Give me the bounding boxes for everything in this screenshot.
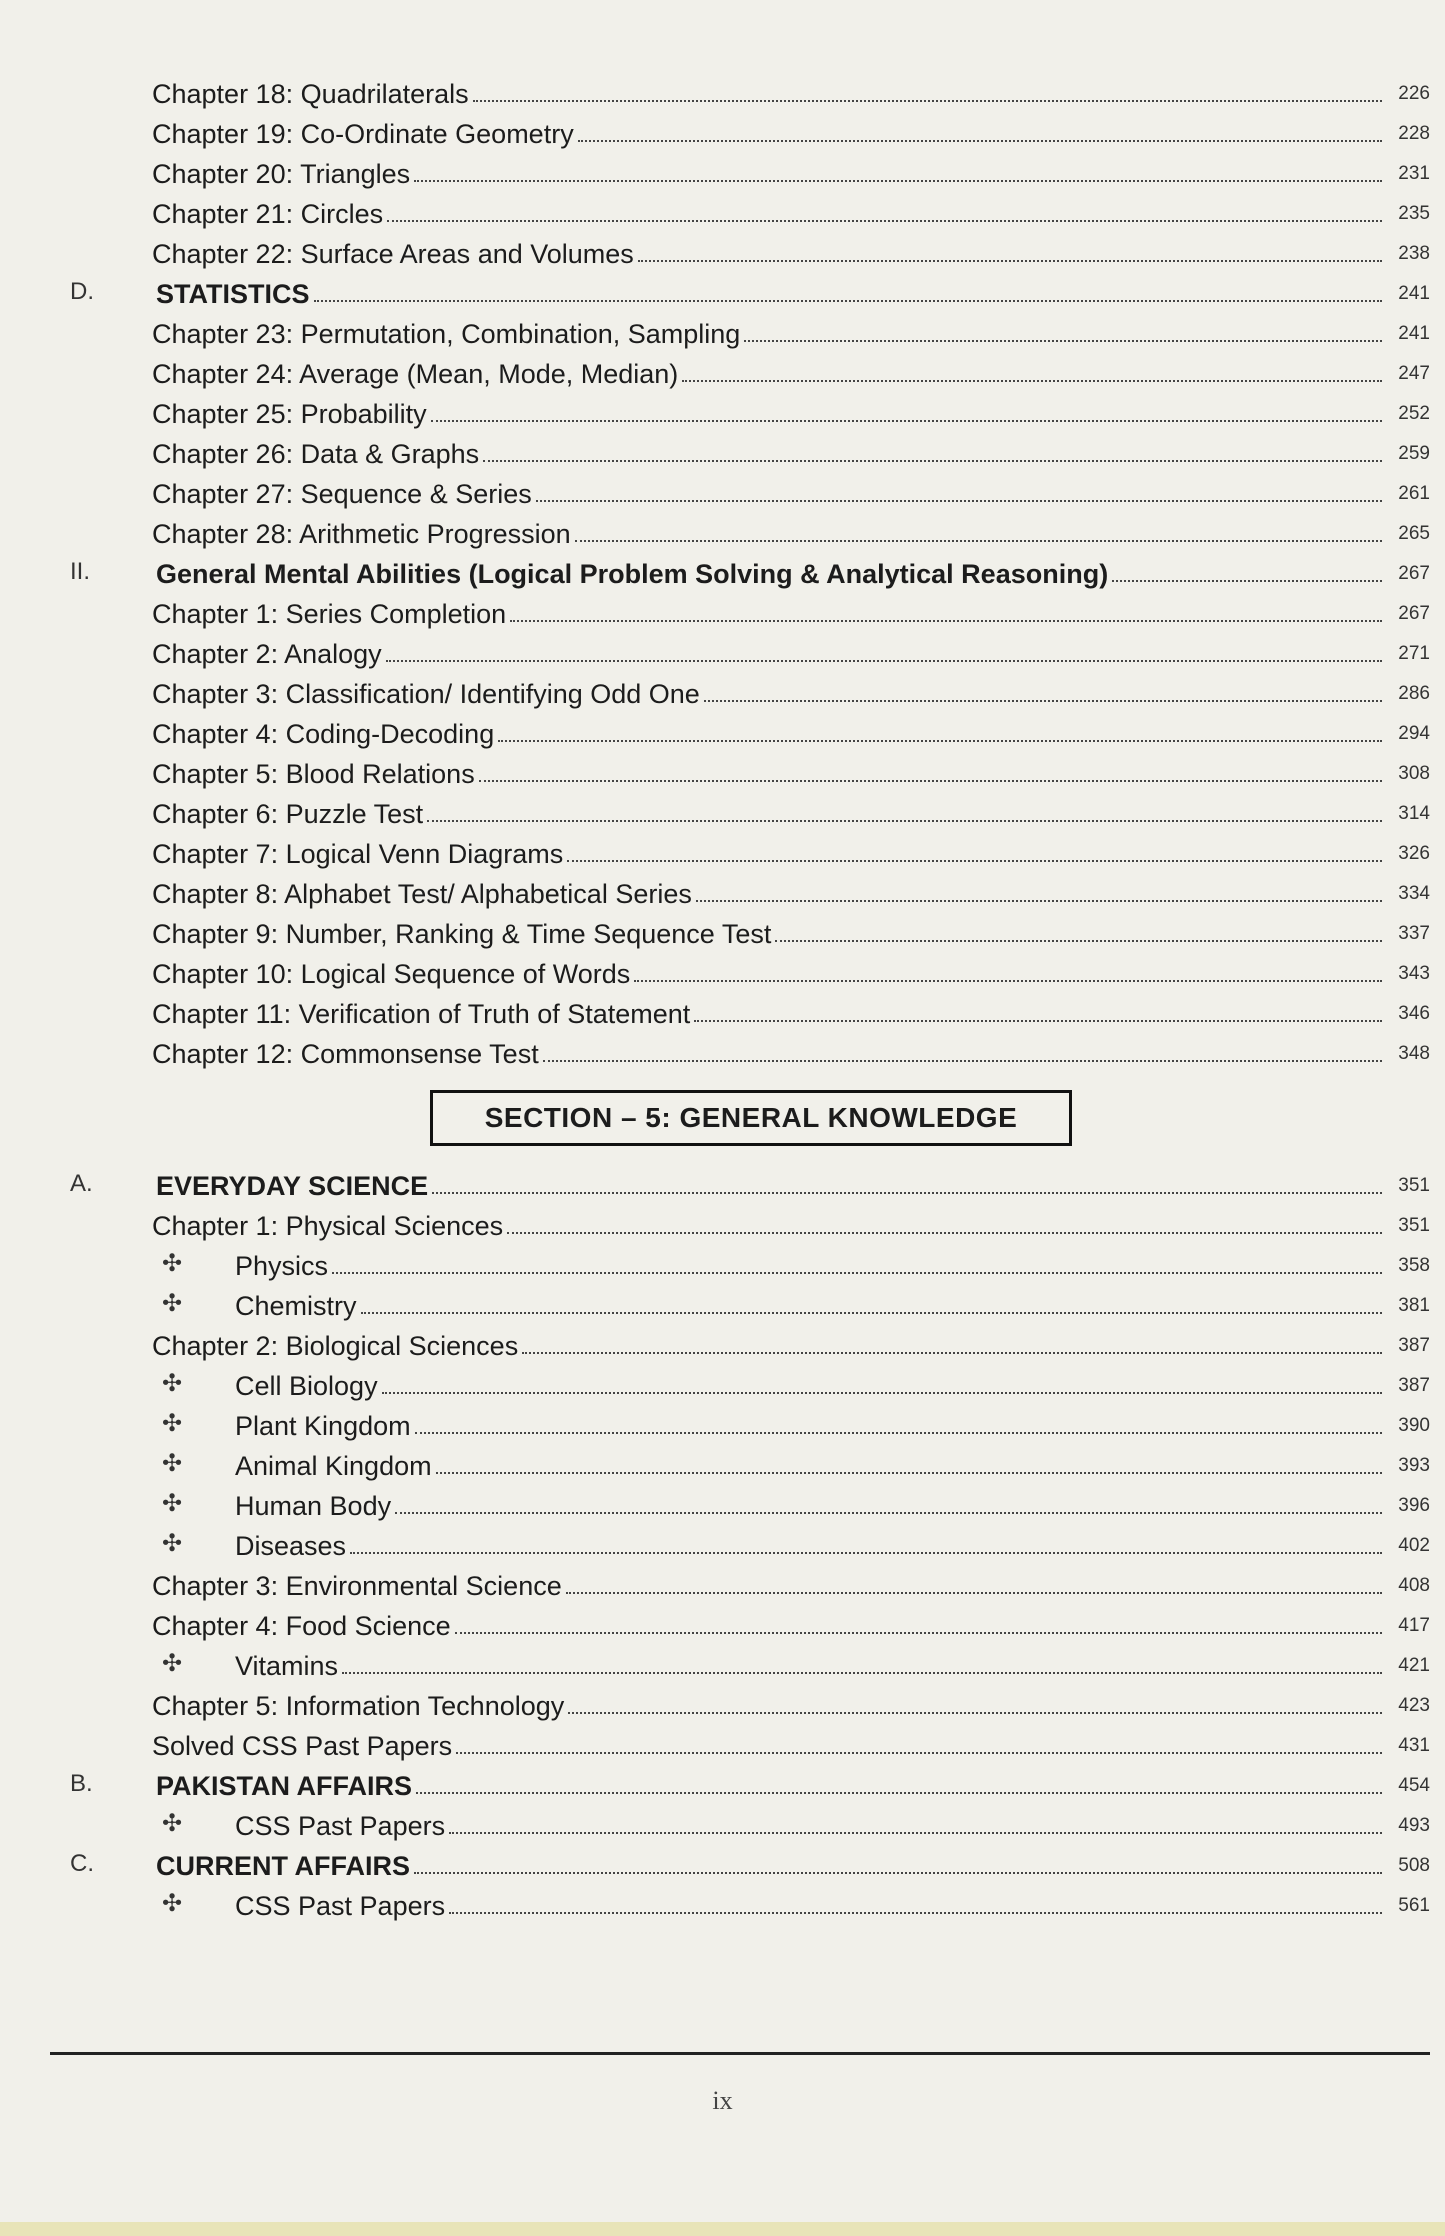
- toc-chapter-row: [70, 1602, 1430, 1642]
- toc-entry-title: CSS Past Papers: [235, 1811, 446, 1841]
- toc-heading-marker: II.: [70, 558, 91, 585]
- page-edge-strip: [0, 2222, 1445, 2236]
- toc-chapter-row: [70, 910, 1430, 950]
- toc-entry-title: Chapter 21: Circles: [152, 199, 384, 229]
- toc-chapter-row: [70, 1682, 1430, 1722]
- toc-page-number: 334: [1398, 883, 1430, 904]
- toc-heading-row: [70, 270, 1430, 310]
- toc-entry-title: Human Body: [235, 1491, 392, 1521]
- bullet-icon: ✣: [162, 1810, 183, 1837]
- dot-leader: [386, 660, 1382, 662]
- dot-leader: [775, 940, 1382, 942]
- toc-page-number: 351: [1398, 1215, 1430, 1236]
- toc-chapter-row: [70, 350, 1430, 390]
- bullet-icon: ✣: [162, 1450, 183, 1477]
- toc-page-number: 267: [1398, 563, 1430, 584]
- toc-entry-title: STATISTICS: [156, 279, 310, 309]
- toc-page-number: 265: [1398, 523, 1430, 544]
- toc-page-number: 326: [1398, 843, 1430, 864]
- toc-chapter-row: [70, 950, 1430, 990]
- page-folio: ix: [712, 2086, 733, 2115]
- toc-chapter-row: [70, 390, 1430, 430]
- toc-heading-marker: B.: [70, 1770, 93, 1797]
- dot-leader: [361, 1312, 1382, 1314]
- bullet-icon: ✣: [162, 1250, 183, 1277]
- dot-leader: [479, 780, 1382, 782]
- toc-heading-row: [70, 1842, 1430, 1882]
- toc-chapter-row: [70, 1322, 1430, 1362]
- toc-subtopic-row: [70, 1802, 1430, 1842]
- toc-page-number: 252: [1398, 403, 1430, 424]
- toc-entry-title: Chapter 12: Commonsense Test: [152, 1039, 539, 1069]
- toc-page-number: 348: [1398, 1043, 1430, 1064]
- toc-chapter-row: [70, 70, 1430, 110]
- dot-leader: [638, 260, 1382, 262]
- dot-leader: [575, 540, 1382, 542]
- bullet-icon: ✣: [162, 1890, 183, 1917]
- toc-subtopic-row: [70, 1522, 1430, 1562]
- toc-subtopic-row: [70, 1362, 1430, 1402]
- dot-leader: [694, 1020, 1382, 1022]
- toc-heading-marker: D.: [70, 278, 94, 305]
- toc-chapter-row: [70, 870, 1430, 910]
- toc-page-number: 421: [1398, 1655, 1430, 1676]
- toc-page-number: 267: [1398, 603, 1430, 624]
- toc-chapter-row: [70, 590, 1430, 630]
- dot-leader: [342, 1672, 1382, 1674]
- toc-page-number: 393: [1398, 1455, 1430, 1476]
- toc-page-number: 343: [1398, 963, 1430, 984]
- toc-page-number: 294: [1398, 723, 1430, 744]
- dot-leader: [456, 1752, 1382, 1754]
- toc-chapter-row: [70, 230, 1430, 270]
- toc-page-number: 402: [1398, 1535, 1430, 1556]
- dot-leader: [483, 460, 1382, 462]
- toc-chapter-row: [70, 750, 1430, 790]
- toc-heading-marker: A.: [70, 1170, 93, 1197]
- toc-entry-title: Diseases: [235, 1531, 347, 1561]
- toc-entry-title: Physics: [235, 1251, 329, 1281]
- toc-page-number: 454: [1398, 1775, 1430, 1796]
- toc-page-number: 387: [1398, 1375, 1430, 1396]
- dot-leader: [431, 420, 1382, 422]
- toc-page-number: 241: [1398, 283, 1430, 304]
- dot-leader: [507, 1232, 1382, 1234]
- toc-chapter-row: [70, 310, 1430, 350]
- dot-leader: [498, 740, 1382, 742]
- dot-leader: [682, 380, 1382, 382]
- bullet-icon: ✣: [162, 1410, 183, 1437]
- toc-chapter-row: [70, 1030, 1430, 1070]
- dot-leader: [455, 1632, 1382, 1634]
- dot-leader: [704, 700, 1382, 702]
- toc-chapter-row: [70, 790, 1430, 830]
- toc-chapter-row: [70, 990, 1430, 1030]
- toc-heading-row: [70, 1762, 1430, 1802]
- toc-page-number: 351: [1398, 1175, 1430, 1196]
- toc-chapter-row: [70, 110, 1430, 150]
- toc-subtopic-row: [70, 1242, 1430, 1282]
- toc-page-number: 226: [1398, 83, 1430, 104]
- dot-leader: [449, 1912, 1382, 1914]
- toc-page-number: 508: [1398, 1855, 1430, 1876]
- toc-page-number: 337: [1398, 923, 1430, 944]
- toc-entry-title: Chapter 6: Puzzle Test: [152, 799, 424, 829]
- toc-chapter-row: [70, 630, 1430, 670]
- toc-page-number: 231: [1398, 163, 1430, 184]
- toc-chapter-row: [70, 470, 1430, 510]
- toc-entry-title: Cell Biology: [235, 1371, 378, 1401]
- dot-leader: [427, 820, 1382, 822]
- toc-chapter-row: [70, 510, 1430, 550]
- dot-leader: [414, 1872, 1382, 1874]
- toc-subtopic-row: [70, 1882, 1430, 1922]
- toc-entry-title: Chapter 23: Permutation, Combination, Sampling: [152, 319, 741, 349]
- toc-page-number: 314: [1398, 803, 1430, 824]
- toc-entry-title: Solved CSS Past Papers: [152, 1731, 453, 1761]
- dot-leader: [578, 140, 1382, 142]
- dot-leader: [543, 1060, 1382, 1062]
- toc-entry-title: Chapter 3: Classification/ Identifying Odd One: [152, 679, 700, 709]
- toc-page-number: 493: [1398, 1815, 1430, 1836]
- toc-chapter-row: [70, 830, 1430, 870]
- toc-page-number: 381: [1398, 1295, 1430, 1316]
- toc-entry-title: Chapter 22: Surface Areas and Volumes: [152, 239, 634, 269]
- toc-entry-title: General Mental Abilities (Logical Problem Solving & Analytical Reasoning): [156, 559, 1109, 589]
- toc-chapter-row: [70, 150, 1430, 190]
- toc-page-number: 308: [1398, 763, 1430, 784]
- dot-leader: [634, 980, 1382, 982]
- dot-leader: [449, 1832, 1382, 1834]
- toc-subtopic-row: [70, 1282, 1430, 1322]
- toc-page-number: 431: [1398, 1735, 1430, 1756]
- toc-page-number: 271: [1398, 643, 1430, 664]
- toc-entry-title: Chapter 3: Environmental Science: [152, 1571, 562, 1601]
- dot-leader: [744, 340, 1382, 342]
- dot-leader: [332, 1272, 1382, 1274]
- toc-page-number: 247: [1398, 363, 1430, 384]
- toc-heading-row: [70, 1162, 1430, 1202]
- toc-entry-title: Chapter 25: Probability: [152, 399, 427, 429]
- toc-page-number: 358: [1398, 1255, 1430, 1276]
- dot-leader: [473, 100, 1382, 102]
- toc-entry-title: Chapter 8: Alphabet Test/ Alphabetical Series: [152, 879, 692, 909]
- dot-leader: [314, 300, 1383, 302]
- toc-list-mathematics-and-mental-abilities: [70, 70, 1430, 1070]
- toc-heading-marker: C.: [70, 1850, 94, 1877]
- toc-entry-title: Chapter 11: Verification of Truth of Statement: [152, 999, 691, 1029]
- toc-page-number: 408: [1398, 1575, 1430, 1596]
- toc-page-number: 396: [1398, 1495, 1430, 1516]
- toc-entry-title: Chapter 4: Food Science: [152, 1611, 451, 1641]
- toc-entry-title: Chapter 9: Number, Ranking & Time Sequence Test: [152, 919, 772, 949]
- section-heading-general-knowledge: SECTION – 5: GENERAL KNOWLEDGE: [430, 1090, 1072, 1146]
- toc-entry-title: Chemistry: [235, 1291, 357, 1321]
- dot-leader: [522, 1352, 1382, 1354]
- dot-leader: [510, 620, 1382, 622]
- dot-leader: [566, 1592, 1382, 1594]
- section-heading-container: [70, 1070, 1430, 1162]
- dot-leader: [382, 1392, 1382, 1394]
- toc-page-number: 417: [1398, 1615, 1430, 1636]
- toc-heading-row: [70, 550, 1430, 590]
- toc-chapter-row: [70, 1202, 1430, 1242]
- dot-leader: [432, 1192, 1382, 1194]
- toc-entry-title: Chapter 20: Triangles: [152, 159, 411, 189]
- toc-chapter-row: [70, 670, 1430, 710]
- toc-entry-title: EVERYDAY SCIENCE: [156, 1171, 429, 1201]
- toc-chapter-row: [70, 1722, 1430, 1762]
- toc-entry-title: Chapter 7: Logical Venn Diagrams: [152, 839, 564, 869]
- dot-leader: [567, 860, 1382, 862]
- toc-chapter-row: [70, 430, 1430, 470]
- toc-page-number: 238: [1398, 243, 1430, 264]
- toc-entry-title: Chapter 2: Analogy: [152, 639, 382, 669]
- toc-entry-title: Chapter 27: Sequence & Series: [152, 479, 532, 509]
- toc-subtopic-row: [70, 1482, 1430, 1522]
- dot-leader: [1112, 580, 1382, 582]
- bullet-icon: ✣: [162, 1650, 183, 1677]
- toc-entry-title: Chapter 5: Blood Relations: [152, 759, 475, 789]
- toc-page-number: 346: [1398, 1003, 1430, 1024]
- toc-entry-title: Animal Kingdom: [235, 1451, 432, 1481]
- bullet-icon: ✣: [162, 1370, 183, 1397]
- toc-page-number: 286: [1398, 683, 1430, 704]
- toc-chapter-row: [70, 190, 1430, 230]
- toc-entry-title: Chapter 10: Logical Sequence of Words: [152, 959, 631, 989]
- toc-chapter-row: [70, 710, 1430, 750]
- dot-leader: [568, 1712, 1382, 1714]
- toc-chapter-row: [70, 1562, 1430, 1602]
- toc-subtopic-row: [70, 1402, 1430, 1442]
- toc-page-number: 561: [1398, 1895, 1430, 1916]
- toc-entry-title: CURRENT AFFAIRS: [156, 1851, 410, 1881]
- toc-entry-title: Chapter 4: Coding-Decoding: [152, 719, 495, 749]
- dot-leader: [416, 1792, 1382, 1794]
- toc-page-number: 235: [1398, 203, 1430, 224]
- toc-page-number: 423: [1398, 1695, 1430, 1716]
- toc-entry-title: CSS Past Papers: [235, 1891, 446, 1921]
- toc-page-number: 261: [1398, 483, 1430, 504]
- bullet-icon: ✣: [162, 1530, 183, 1557]
- bullet-icon: ✣: [162, 1490, 183, 1517]
- toc-page-number: 387: [1398, 1335, 1430, 1356]
- toc-subtopic-row: [70, 1642, 1430, 1682]
- toc-page-number: 259: [1398, 443, 1430, 464]
- toc-entry-title: PAKISTAN AFFAIRS: [156, 1771, 412, 1801]
- dot-leader: [414, 180, 1382, 182]
- toc-entry-title: Chapter 24: Average (Mean, Mode, Median): [152, 359, 679, 389]
- toc-entry-title: Chapter 18: Quadrilaterals: [152, 79, 469, 109]
- toc-page-number: 241: [1398, 323, 1430, 344]
- dot-leader: [415, 1432, 1382, 1434]
- toc-entry-title: Chapter 1: Physical Sciences: [152, 1211, 504, 1241]
- dot-leader: [696, 900, 1382, 902]
- toc-list-general-knowledge: [70, 1162, 1430, 1922]
- toc-entry-title: Vitamins: [235, 1651, 339, 1681]
- dot-leader: [387, 220, 1382, 222]
- toc-entry-title: Chapter 2: Biological Sciences: [152, 1331, 519, 1361]
- toc-page-number: 228: [1398, 123, 1430, 144]
- toc-page-number: 390: [1398, 1415, 1430, 1436]
- toc-entry-title: Plant Kingdom: [235, 1411, 411, 1441]
- bottom-rule: [50, 2052, 1430, 2055]
- dot-leader: [436, 1472, 1382, 1474]
- bullet-icon: ✣: [162, 1290, 183, 1317]
- toc-entry-title: Chapter 1: Series Completion: [152, 599, 507, 629]
- toc-entry-title: Chapter 28: Arithmetic Progression: [152, 519, 571, 549]
- toc-subtopic-row: [70, 1442, 1430, 1482]
- table-of-contents: [70, 70, 1430, 1922]
- dot-leader: [350, 1552, 1382, 1554]
- toc-entry-title: Chapter 5: Information Technology: [152, 1691, 565, 1721]
- toc-entry-title: Chapter 19: Co-Ordinate Geometry: [152, 119, 574, 149]
- dot-leader: [536, 500, 1382, 502]
- toc-entry-title: Chapter 26: Data & Graphs: [152, 439, 480, 469]
- dot-leader: [395, 1512, 1382, 1514]
